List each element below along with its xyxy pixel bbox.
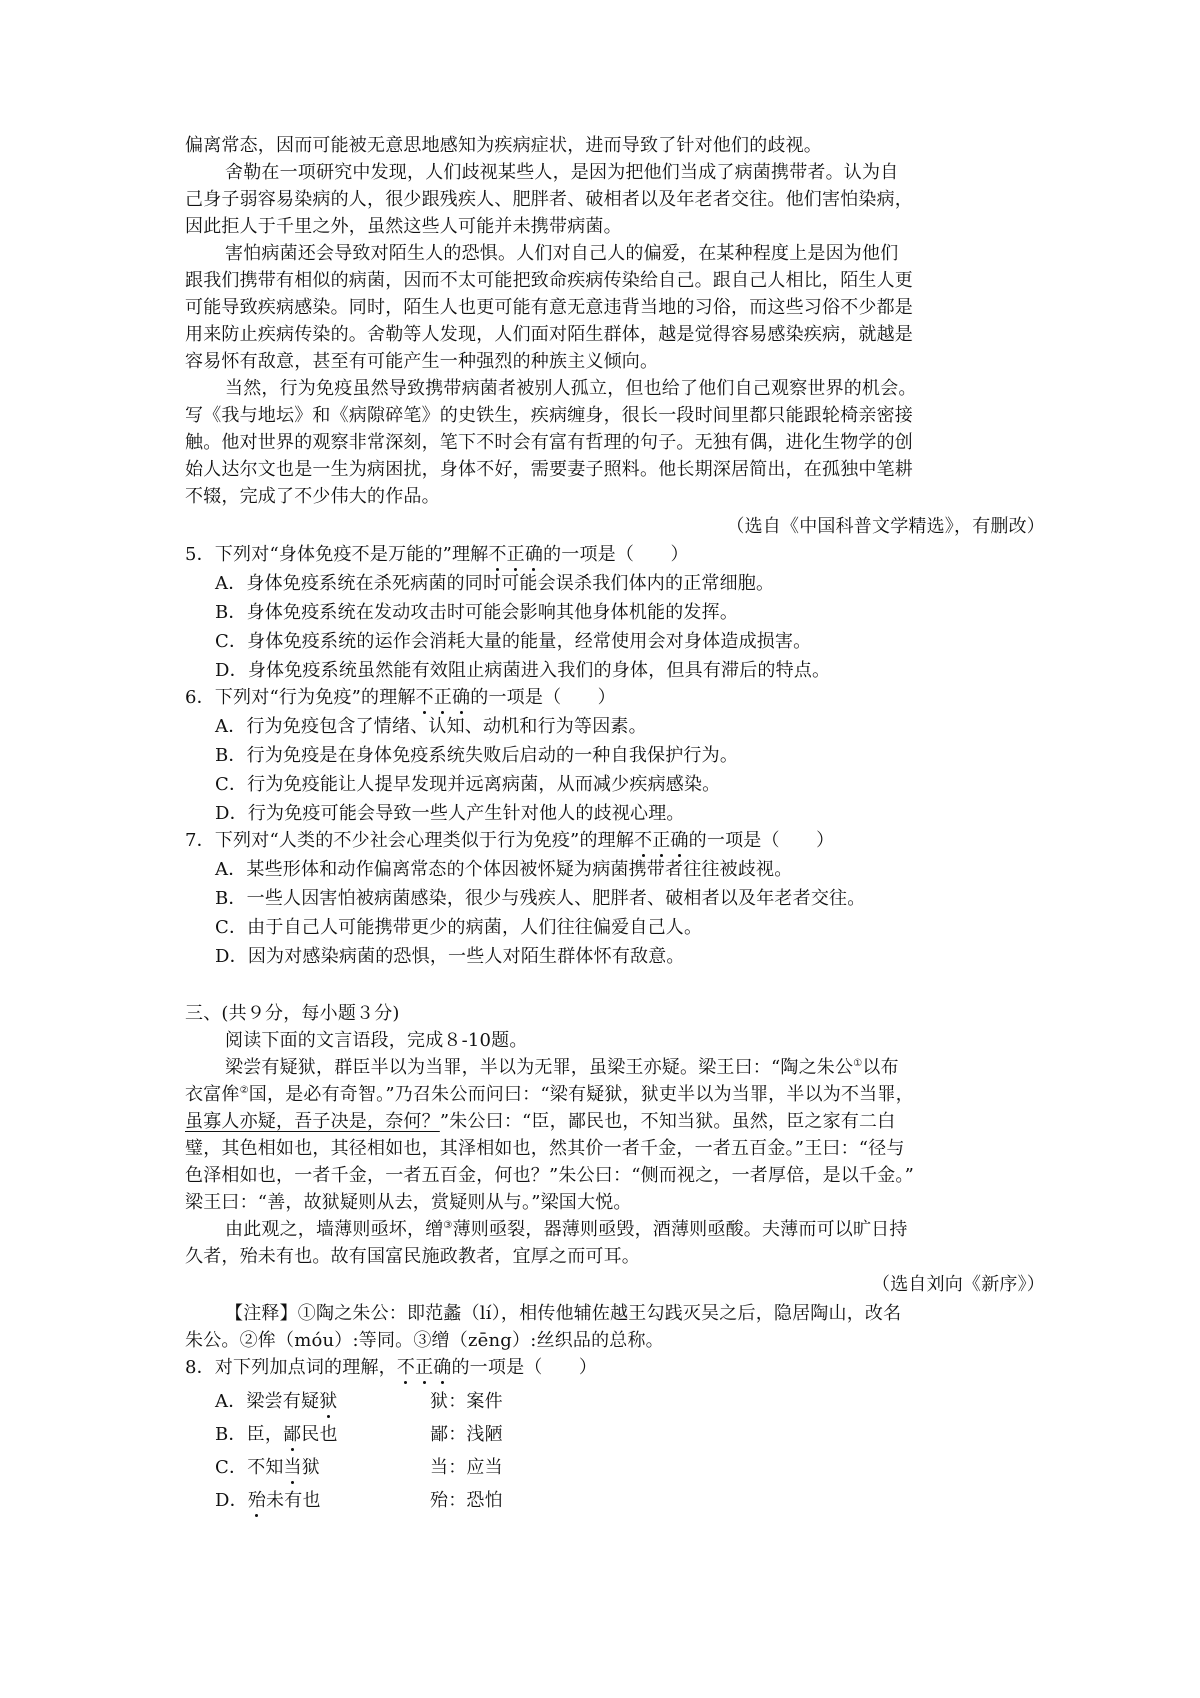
emphasis-dot: 不 [396,1357,416,1378]
emphasis-dot: 正 [652,830,671,851]
question-6-option-c: C．行为免疫能让人提早发现并远离病菌，从而减少疾病感染。 [215,774,721,795]
passage-line: 偏离常态，因而可能被无意思地感知为疾病症状，进而导致了针对他们的歧视。 [185,135,822,156]
passage-line: 当然，行为免疫虽然导致携带病菌者被别人孤立，但也给了他们自己观察世界的机会。 [225,378,917,399]
dotted-word: 狱 [319,1391,338,1412]
passage-line: 己身子弱容易染病的人，很少跟残疾人、肥胖者、破相者以及年老者交往。他们害怕染病， [185,189,913,210]
question-6-option-d: D．行为免疫可能会导致一些人产生针对他人的歧视心理。 [215,803,685,824]
question-8-option-d: D．殆未有也 殆：恐怕 [215,1490,503,1511]
emphasis-dot: 不 [488,544,507,565]
question-8-stem: 8．对下列加点词的理解，不正确的一项是（ ） [185,1357,598,1378]
emphasis-dot: 正 [433,687,453,708]
dotted-word: 当 [283,1457,302,1478]
question-8-option-c: C．不知当狱 当：应当 [215,1457,503,1478]
passage-line: 用来防止疾病传染的。舍勒等人发现，人们面对陌生群体，越是觉得容易感染疾病，就越是 [185,324,913,345]
classical-source: （选自刘向《新序》） [872,1274,1045,1295]
gloss: 狱：案件 [430,1391,503,1412]
question-7-option-c: C．由于自己人可能携带更少的病菌，人们往往偏爱自己人。 [215,917,703,938]
notes-line: 朱公。②侔（móu）:等同。③缯（zēng）:丝织品的总称。 [185,1330,664,1351]
classical-line: 由此观之，墙薄则亟坏，缯③薄则亟裂，器薄则亟毁，酒薄则亟酸。夫薄而可以旷日持 [225,1219,908,1240]
passage-line: 始人达尔文也是一生为病困扰，身体不好，需要妻子照料。他长期深居简出，在孤独中笔耕 [185,459,913,480]
emphasis-dot: 正 [506,544,525,565]
question-5-stem: 5．下列对“身体免疫不是万能的”理解不正确的一项是（ ） [185,544,689,565]
question-6-option-b: B．行为免疫是在身体免疫系统失败后启动的一种自我保护行为。 [215,745,739,766]
question-5-option-a: A．身体免疫系统在杀死病菌的同时可能会误杀我们体内的正常细胞。 [215,573,775,594]
emphasis-dot: 正 [415,1357,434,1378]
passage-source: （选自《中国科普文学精选》，有删改） [726,516,1045,537]
classical-line: 梁王曰：“善，故狱疑则从去，赏疑则从与。”梁国大悦。 [185,1192,632,1213]
section-3-header: 三、(共９分，每小题３分) [185,1003,400,1024]
passage-line: 容易怀有敌意，甚至有可能产生一种强烈的种族主义倾向。 [185,351,659,372]
section-3-instruction: 阅读下面的文言语段，完成８-10题。 [225,1030,528,1051]
passage-line: 因此拒人于千里之外，虽然这些人可能并未携带病菌。 [185,216,622,237]
emphasis-dot: 确 [524,544,544,565]
gloss: 当：应当 [430,1457,503,1478]
classical-line: 璧，其色相如也，其径相如也，其泽相如也，然其价一者千金，一者五百金。”王曰：“径与 [185,1138,905,1159]
passage-line: 害怕病菌还会导致对陌生人的恐惧。人们对自己人的偏爱，在某种程度上是因为他们 [225,243,899,264]
passage-line: 写《我与地坛》和《病隙碎笔》的史铁生，疾病缠身，很长一段时间里都只能跟轮椅亲密接 [185,405,913,426]
classical-line: 色泽相如也，一者千金，一者五百金，何也？”朱公曰：“侧而视之，一者厚倍，是以千金。” [185,1165,915,1186]
passage-line: 不辍，完成了不少伟大的作品。 [185,486,440,507]
dotted-word: 鄙 [283,1424,302,1445]
question-7-option-d: D．因为对感染病菌的恐惧，一些人对陌生群体怀有敌意。 [215,946,685,967]
question-5-option-c: C．身体免疫系统的运作会消耗大量的能量，经常使用会对身体造成损害。 [215,631,812,652]
classical-line: 衣富侔②国，是必有奇智。”乃召朱公而问曰：“梁有疑狱，狱吏半以为当罪，半以为不当罪， [185,1084,914,1105]
passage-line: 可能导致疾病感染。同时，陌生人也更可能有意无意违背当地的习俗，而这些习俗不少都是 [185,297,913,318]
question-7-stem: 7．下列对“人类的不少社会心理类似于行为免疫”的理解不正确的一项是（ ） [185,830,835,851]
question-6-option-a: A．行为免疫包含了情绪、认知、动机和行为等因素。 [215,716,647,737]
emphasis-dot: 不 [634,830,653,851]
gloss: 鄙：浅陋 [430,1424,503,1445]
classical-line: 梁尝有疑狱，群臣半以为当罪，半以为无罪，虽梁王亦疑。梁王曰：“陶之朱公①以布 [225,1057,899,1078]
classical-line: 久者，殆未有也。故有国富民施政教者，宜厚之而可耳。 [185,1246,640,1267]
footnote-marker: ② [239,1085,249,1096]
emphasis-dot: 确 [433,1357,452,1378]
footnote-marker: ① [853,1058,863,1069]
passage-line: 舍勒在一项研究中发现，人们歧视某些人，是因为把他们当成了病菌携带者。认为自 [225,162,899,183]
footnote-marker: ③ [443,1220,453,1231]
question-8-option-a: A．梁尝有疑狱 狱：案件 [215,1391,503,1412]
passage-line: 触。他对世界的观察非常深刻，笔下不时会有富有哲理的句子。无独有偶，进化生物学的创 [185,432,913,453]
passage-line: 跟我们携带有相似的病菌，因而不太可能把致命疾病传染给自己。跟自己人相比，陌生人更 [185,270,913,291]
dotted-word: 殆 [247,1490,267,1511]
emphasis-dot: 确 [452,687,471,708]
question-5-option-d: D．身体免疫系统虽然能有效阻止病菌进入我们的身体，但具有滞后的特点。 [215,660,831,681]
emphasis-dot: 不 [415,687,434,708]
classical-line: 虽寡人亦疑，吾子决是，奈何？”朱公曰：“臣，鄙民也，不知当狱。虽然，臣之家有二白 [185,1111,896,1132]
question-7-option-a: A．某些形体和动作偏离常态的个体因被怀疑为病菌携带者往往被歧视。 [215,859,793,880]
question-6-stem: 6．下列对“行为免疫”的理解不正确的一项是（ ） [185,687,616,708]
notes-line: 【注释】①陶之朱公：即范蠡（lí），相传他辅佐越王勾践灭吴之后，隐居陶山，改名 [225,1303,902,1324]
emphasis-dot: 确 [670,830,689,851]
question-8-option-b: B．臣，鄙民也 鄙：浅陋 [215,1424,503,1445]
question-7-option-b: B．一些人因害怕被病菌感染，很少与残疾人、肥胖者、破相者以及年老者交往。 [215,888,866,909]
question-5-option-b: B．身体免疫系统在发动攻击时可能会影响其他身体机能的发挥。 [215,602,739,623]
underlined-sentence: 虽寡人亦疑，吾子决是，奈何？ [185,1111,440,1132]
gloss: 殆：恐怕 [430,1490,503,1511]
